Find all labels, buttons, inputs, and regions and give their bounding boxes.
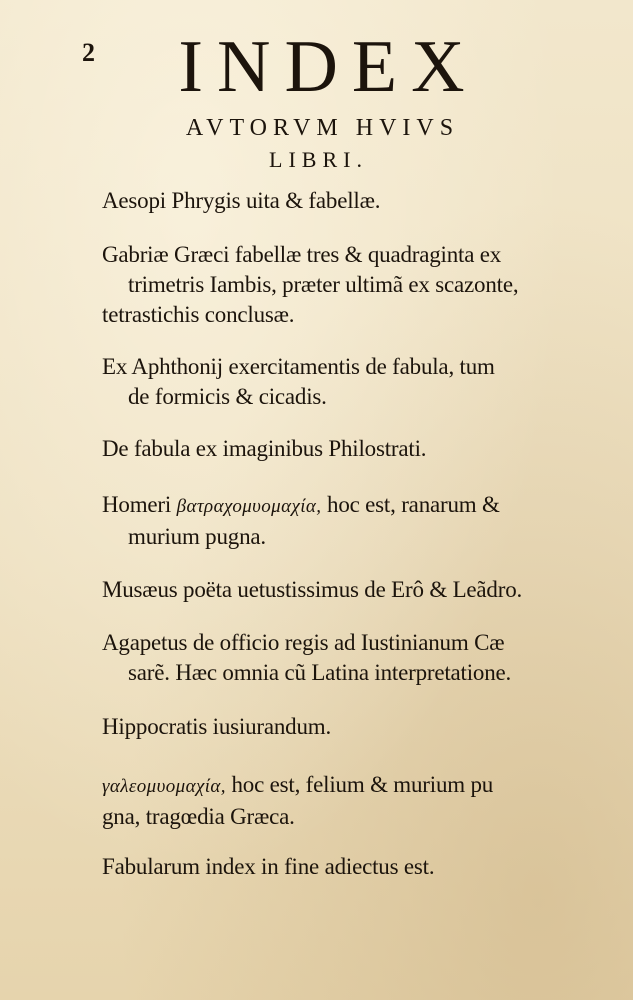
entry-line: De fabula ex imaginibus Philostrati. xyxy=(102,436,427,461)
entry-line: trimetris Iambis, præter ultimã ex scazonte, xyxy=(128,272,519,297)
index-entry-philostratus xyxy=(102,434,602,464)
entry-line: tetrastichis conclusæ. xyxy=(102,302,295,327)
entry-line: Gabriæ Græci fabellæ tres & quadraginta ex xyxy=(102,242,502,267)
index-entry-agapetus xyxy=(102,628,602,688)
entry-line: murium pugna. xyxy=(128,524,266,549)
entry-line: de formicis & cicadis. xyxy=(128,384,327,409)
index-entry-musaeus xyxy=(102,575,602,605)
entry-line xyxy=(102,770,602,802)
subtitle-line-2: LIBRI. xyxy=(269,147,368,172)
entry-text: Homeri xyxy=(102,492,172,517)
greek-title: βατραχομυομαχία, xyxy=(176,496,322,517)
index-entry-aesop xyxy=(102,186,602,216)
index-entry-hippocrates xyxy=(102,712,602,742)
entry-line: Hippocratis iusiurandum. xyxy=(102,714,331,739)
entry-line: Ex Aphthonij exercitamentis de fabula, tum xyxy=(102,354,495,379)
entry-text: hoc est, ranarum & xyxy=(327,492,500,517)
index-entry-fabularum-index xyxy=(102,852,602,882)
index-entry-homer xyxy=(102,490,602,552)
entry-line: Musæus poëta uetustissimus de Erô & Leãdro. xyxy=(102,577,523,602)
entry-line: sarẽ. Hæc omnia cũ Latina interpretatione. xyxy=(128,660,512,685)
page-title: INDEX xyxy=(178,26,479,108)
entry-text: hoc est, felium & murium pu xyxy=(231,772,494,797)
index-entry-gabrias xyxy=(102,240,602,330)
entry-line: Fabularum index in fine adiectus est. xyxy=(102,854,435,879)
entry-line: Aesopi Phrygis uita & fabellæ. xyxy=(102,188,381,213)
entry-line: gna, tragœdia Græca. xyxy=(102,804,295,829)
subtitle-line-1: AVTORVM HVIVS xyxy=(185,115,460,141)
page-signature-mark: 2 xyxy=(82,38,95,67)
entry-line: Agapetus de officio regis ad Iustinianum Cæ xyxy=(102,630,505,655)
index-entry-galeomyomachia xyxy=(102,770,602,832)
index-entry-aphthonius xyxy=(102,352,602,412)
entry-line xyxy=(102,490,602,522)
greek-title: γαλεομυομαχία, xyxy=(102,776,226,797)
